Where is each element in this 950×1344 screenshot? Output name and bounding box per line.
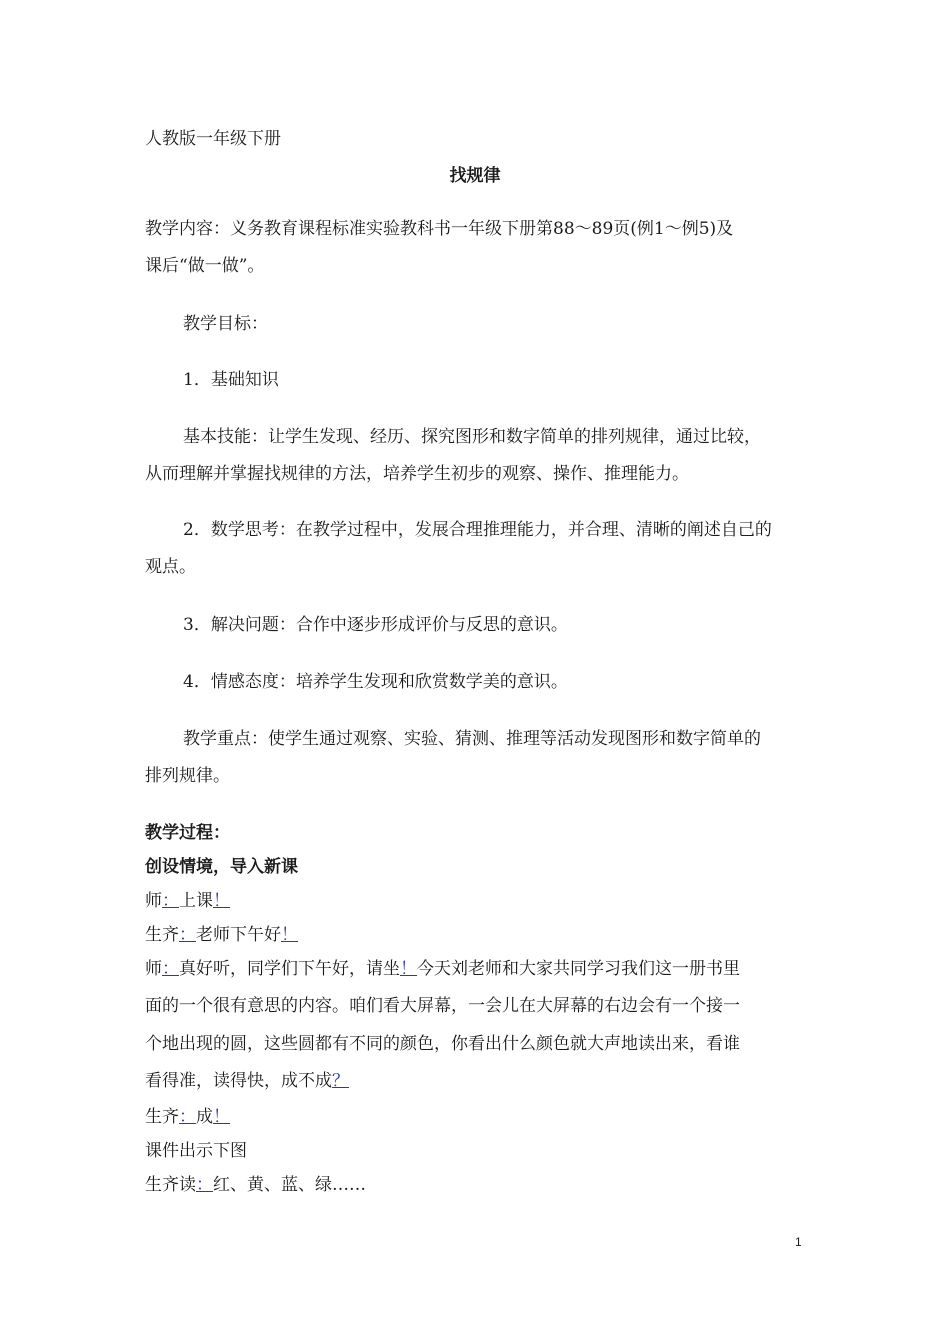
utterance: 上课	[179, 891, 213, 911]
revision-mark: ！	[281, 925, 298, 945]
dialogue-continuation: 个地出现的圆，这些圆都有不同的颜色，你看出什么颜色就大声地读出来，看谁	[145, 1034, 740, 1054]
goals-heading: 教学目标：	[183, 314, 268, 334]
utterance: 老师下午好	[196, 925, 281, 945]
revision-mark: ！	[213, 1107, 230, 1127]
utterance: 真好听，同学们下午好，请坐	[179, 959, 400, 979]
focus-line-1: 教学重点：使学生通过观察、实验、猜测、推理等活动发现图形和数字简单的	[183, 729, 761, 749]
dialogue-continuation	[145, 1071, 349, 1091]
skills-line-1: 基本技能：让学生发现、经历、探究图形和数字简单的排列规律，通过比较，	[183, 427, 761, 447]
process-subheading: 创设情境，导入新课	[145, 857, 298, 877]
dialogue-line	[145, 1107, 230, 1127]
doc-title: 找规律	[449, 166, 501, 186]
doc-header: 人教版一年级下册	[145, 129, 281, 149]
speaker: 生齐	[145, 925, 179, 945]
page-number: 1	[795, 1235, 802, 1249]
revision-mark: ：	[162, 959, 179, 979]
dialogue-continuation: 面的一个很有意思的内容。咱们看大屏幕，一会儿在大屏幕的右边会有一个接一	[145, 996, 740, 1016]
revision-mark: ：	[162, 891, 179, 911]
instruction-line: 课件出示下图	[145, 1141, 247, 1161]
dialogue-line	[145, 891, 230, 911]
process-heading: 教学过程：	[145, 823, 230, 843]
content-line-1: 教学内容：义务教育课程标准实验教科书一年级下册第88～89页(例1～例5)及	[145, 219, 734, 239]
revision-mark: ！	[400, 959, 417, 979]
speaker: 生齐	[145, 1107, 179, 1127]
revision-mark: ：	[179, 925, 196, 945]
revision-mark: ：	[196, 1175, 213, 1195]
utterance: 红、黄、蓝、绿……	[213, 1175, 366, 1195]
utterance: 今天刘老师和大家共同学习我们这一册书里	[417, 959, 740, 979]
goal-1: 1．基础知识	[183, 370, 279, 390]
revision-mark: ？	[332, 1071, 349, 1091]
revision-mark: ！	[213, 891, 230, 911]
goal-4: 4．情感态度：培养学生发现和欣赏数学美的意识。	[183, 672, 568, 692]
speaker: 师	[145, 959, 162, 979]
content-line-2: 课后“做一做”。	[145, 256, 265, 276]
utterance: 看得准，读得快，成不成	[145, 1071, 332, 1091]
skills-line-2: 从而理解并掌握找规律的方法，培养学生初步的观察、操作、推理能力。	[145, 464, 689, 484]
dialogue-line	[145, 1175, 366, 1195]
focus-line-2: 排列规律。	[145, 766, 230, 786]
revision-mark: ：	[179, 1107, 196, 1127]
dialogue-line	[145, 925, 298, 945]
speaker: 师	[145, 891, 162, 911]
dialogue-line	[145, 959, 740, 979]
goal-3: 3．解决问题：合作中逐步形成评价与反思的意识。	[183, 615, 568, 635]
speaker: 生齐读	[145, 1175, 196, 1195]
goal-2-line-2: 观点。	[145, 557, 196, 577]
goal-2-line-1: 2．数学思考：在教学过程中，发展合理推理能力，并合理、清晰的阐述自己的	[183, 520, 772, 540]
utterance: 成	[196, 1107, 213, 1127]
